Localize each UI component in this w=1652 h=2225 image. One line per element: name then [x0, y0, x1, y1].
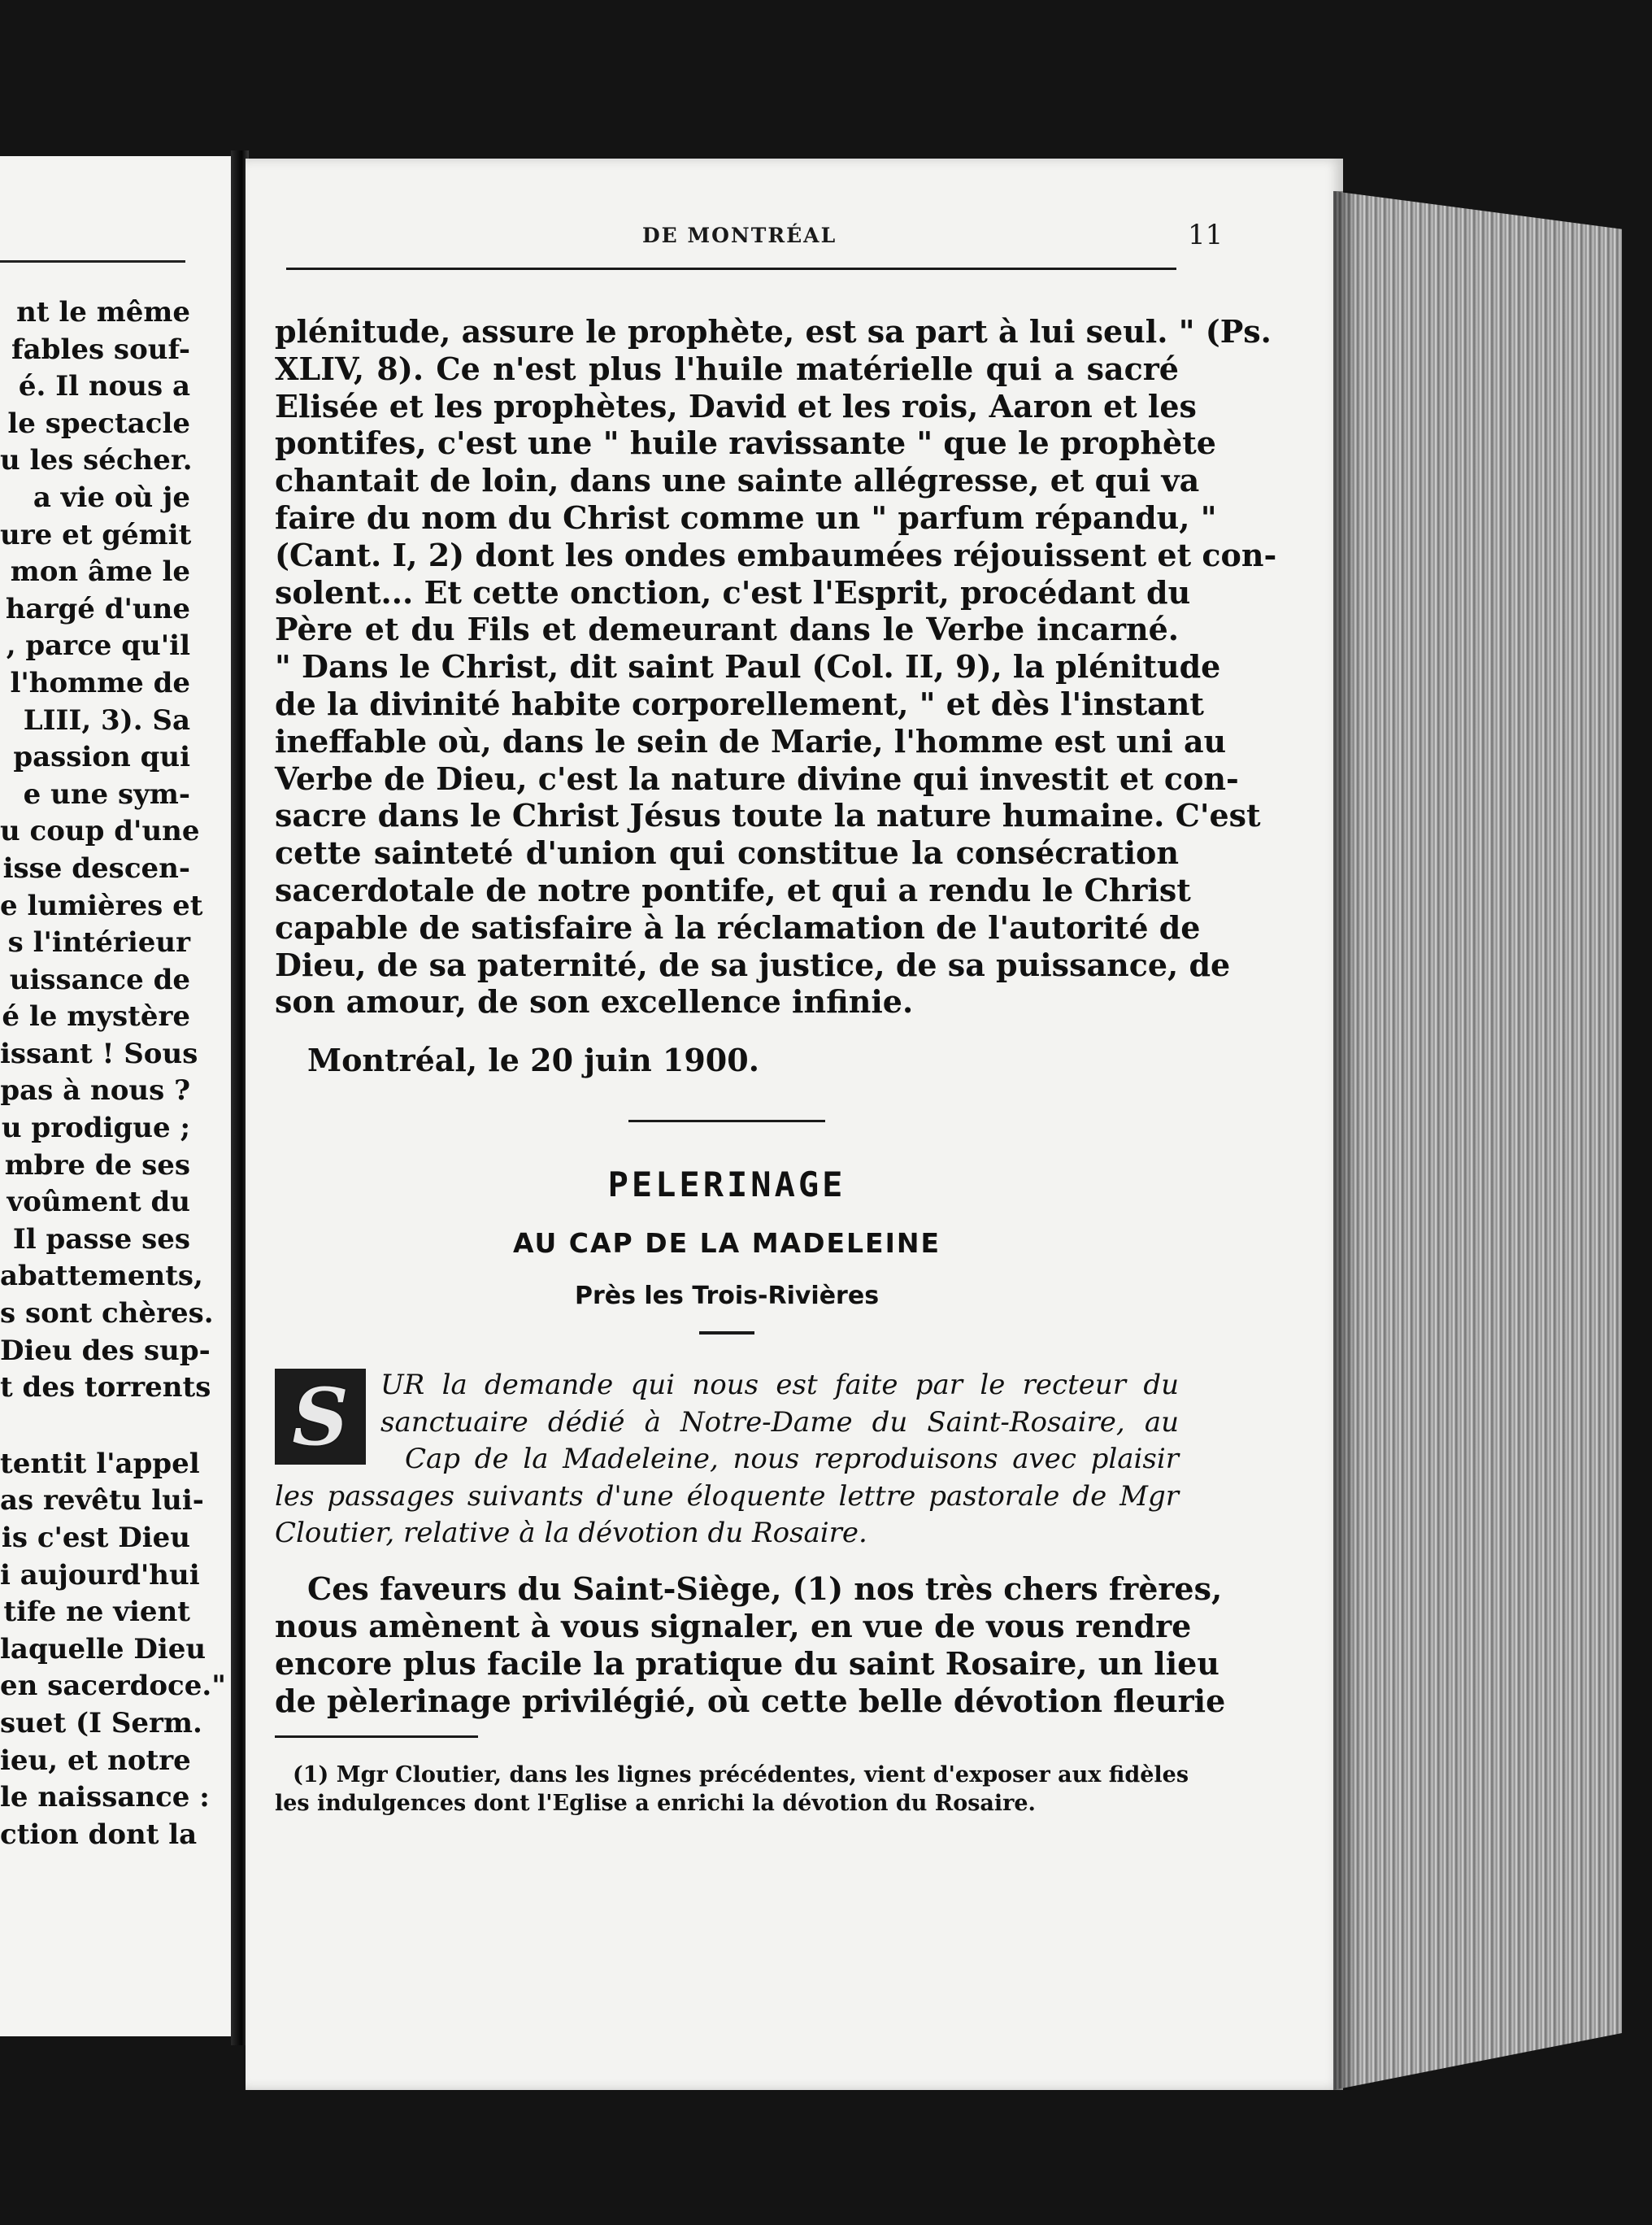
previous-page-text [0, 294, 226, 1853]
footnote-rule [275, 1735, 478, 1738]
text-line: Cloutier, relative à la dévotion du Rosaire. [275, 1517, 867, 1550]
text-line: le spectacle [7, 407, 190, 440]
text-line: Dieu des sup- [0, 1334, 211, 1367]
page-edges [1333, 191, 1622, 2090]
text-line: ction dont la [0, 1818, 198, 1851]
text-line: laquelle Dieu [0, 1632, 206, 1665]
article-heading: PELERINAGE [607, 1165, 846, 1205]
text-line: t des torrents [0, 1371, 211, 1404]
text-line: Dieu, de sa paternité, de sa justice, de sa puissance, de [275, 946, 1231, 983]
text-line: fables souf- [11, 333, 190, 366]
running-head-title: DE MONTRÉAL [642, 224, 837, 247]
text-line: s sont chères. [0, 1297, 214, 1330]
article-location: Près les Trois-Rivières [574, 1282, 880, 1311]
text-line: abattements, [0, 1260, 203, 1293]
article-subheading: AU CAP DE LA MADELEINE [512, 1227, 941, 1260]
text-line: solent... Et cette onction, c'est l'Esprit, procédant du [275, 573, 1191, 611]
text-line: capable de satisfaire à la réclamation de l'autorité de [275, 908, 1201, 946]
text-line: les passages suivants d'une éloquente lettre pastorale de Mgr [275, 1479, 1179, 1513]
footnote [275, 1761, 1189, 1818]
text-line: Cap de la Madeleine, nous reproduisons avec plaisir [405, 1443, 1179, 1476]
text-line: de la divinité habite corporellement, " et dès l'instant [275, 685, 1204, 722]
text-line: " Dans le Christ, dit saint Paul (Col. II, 9), la plénitude [275, 648, 1221, 686]
intro-paragraph [275, 1367, 1179, 1552]
text-line: isse descen- [2, 851, 190, 885]
text-line: tentit l'appel [0, 1447, 200, 1480]
text-line: sacerdotale de notre pontife, et qui a rendu le Christ [275, 871, 1191, 908]
text-line: (1) Mgr Cloutier, dans les lignes précédentes, vient d'exposer aux fidèles [293, 1762, 1189, 1788]
text-line: chantait de loin, dans une sainte allégresse, et qui va [275, 462, 1200, 499]
text-line [0, 1407, 190, 1446]
text-line: LIII, 3). Sa [23, 703, 190, 737]
text-line: sacre dans le Christ Jésus toute la nature humaine. C'est [275, 797, 1261, 834]
text-line: issant ! Sous [0, 1037, 198, 1070]
text-line: u coup d'une [0, 815, 200, 848]
previous-page [0, 156, 231, 2036]
text-line: is c'est Dieu [1, 1522, 190, 1554]
intro-text [275, 1367, 1179, 1552]
text-line: Ces faveurs du Saint-Siège, (1) nos très chers frères, [307, 1570, 1223, 1608]
book-page [246, 159, 1343, 2090]
text-line: l'homme de [10, 666, 190, 699]
text-line: é. Il nous a [18, 370, 190, 403]
text-line: le naissance : [0, 1781, 210, 1814]
text-line: cette sainteté d'union qui constitue la consécration [275, 834, 1179, 872]
text-line: passion qui [13, 741, 190, 774]
text-line: Il passe ses [12, 1222, 190, 1256]
text-line: Verbe de Dieu, c'est la nature divine qui investit et con- [275, 760, 1239, 797]
dateline: Montréal, le 20 juin 1900. [307, 1042, 759, 1079]
text-line: u les sécher. [0, 444, 193, 477]
text-line: pas à nous ? [0, 1074, 190, 1108]
text-line: voûment du [7, 1186, 190, 1219]
text-line: faire du nom du Christ comme un " parfum répandu, " [275, 499, 1217, 536]
text-line: (Cant. I, 2) dont les ondes embaumées réjouissent et con- [275, 536, 1277, 573]
text-line: XLIV, 8). Ce n'est plus l'huile matérielle qui a sacré [275, 350, 1179, 387]
running-head [285, 219, 1431, 264]
text-line: mon âme le [10, 555, 190, 589]
body-paragraph [275, 313, 1277, 1021]
text-line: tife ne vient [3, 1596, 190, 1629]
page-edge-shadow [1333, 191, 1358, 2090]
text-line: , parce qu'il [6, 629, 190, 663]
text-line: son amour, de son excellence infinie. [275, 983, 914, 1021]
text-line: en sacerdoce." [0, 1670, 226, 1703]
text-line: s l'intérieur [7, 926, 190, 960]
text-line: e lumières et [0, 889, 203, 922]
text-line: encore plus facile la pratique du saint Rosaire, un lieu [275, 1644, 1219, 1682]
text-line: de pèlerinage privilégié, où cette belle dévotion fleurie [275, 1682, 1226, 1719]
text-line: suet (I Serm. [0, 1706, 202, 1740]
heading-rule [699, 1331, 754, 1335]
text-line: mbre de ses [4, 1148, 190, 1182]
text-line: e une sym- [23, 777, 190, 811]
text-line: as revêtu lui- [0, 1484, 204, 1517]
text-line: nt le même [16, 296, 190, 329]
text-line: ineffable où, dans le sein de Marie, l'homme est uni au [275, 722, 1227, 760]
text-line: é le mystère [2, 1000, 190, 1034]
text-line: plénitude, assure le prophète, est sa part à lui seul. " (Ps. [275, 313, 1272, 350]
text-line: uissance de [9, 963, 190, 996]
text-line: a vie où je [33, 481, 190, 514]
section-divider [628, 1120, 825, 1122]
text-line: Père et du Fils et demeurant dans le Verbe incarné. [275, 611, 1179, 648]
text-line: i aujourd'hui [0, 1558, 200, 1591]
drop-cap [275, 1369, 366, 1465]
text-line: Elisée et les prophètes, David et les rois, Aaron et les [275, 387, 1197, 425]
previous-page-head-rule [0, 260, 185, 263]
text-line: u prodigue ; [1, 1112, 190, 1145]
text-line: pontifes, c'est une " huile ravissante " que le prophète [275, 425, 1216, 462]
running-head-rule [286, 268, 1176, 270]
page-text [275, 313, 1277, 1818]
text-line: les indulgences dont l'Eglise a enrichi la dévotion du Rosaire. [275, 1791, 1036, 1817]
letter-paragraph [275, 1570, 1226, 1719]
text-line: ieu, et notre [0, 1744, 191, 1777]
text-line: hargé d'une [5, 592, 190, 625]
text-line: UR la demande qui nous est faite par le recteur du [380, 1369, 1179, 1402]
text-line: nous amènent à vous signaler, en vue de vous rendre [275, 1607, 1192, 1644]
drop-cap-letter: S [292, 1370, 349, 1463]
page-number: 11 [1188, 219, 1224, 251]
text-line: sanctuaire dédié à Notre-Dame du Saint-Rosaire, au [380, 1405, 1179, 1439]
text-line: ure et gémit [0, 518, 192, 551]
